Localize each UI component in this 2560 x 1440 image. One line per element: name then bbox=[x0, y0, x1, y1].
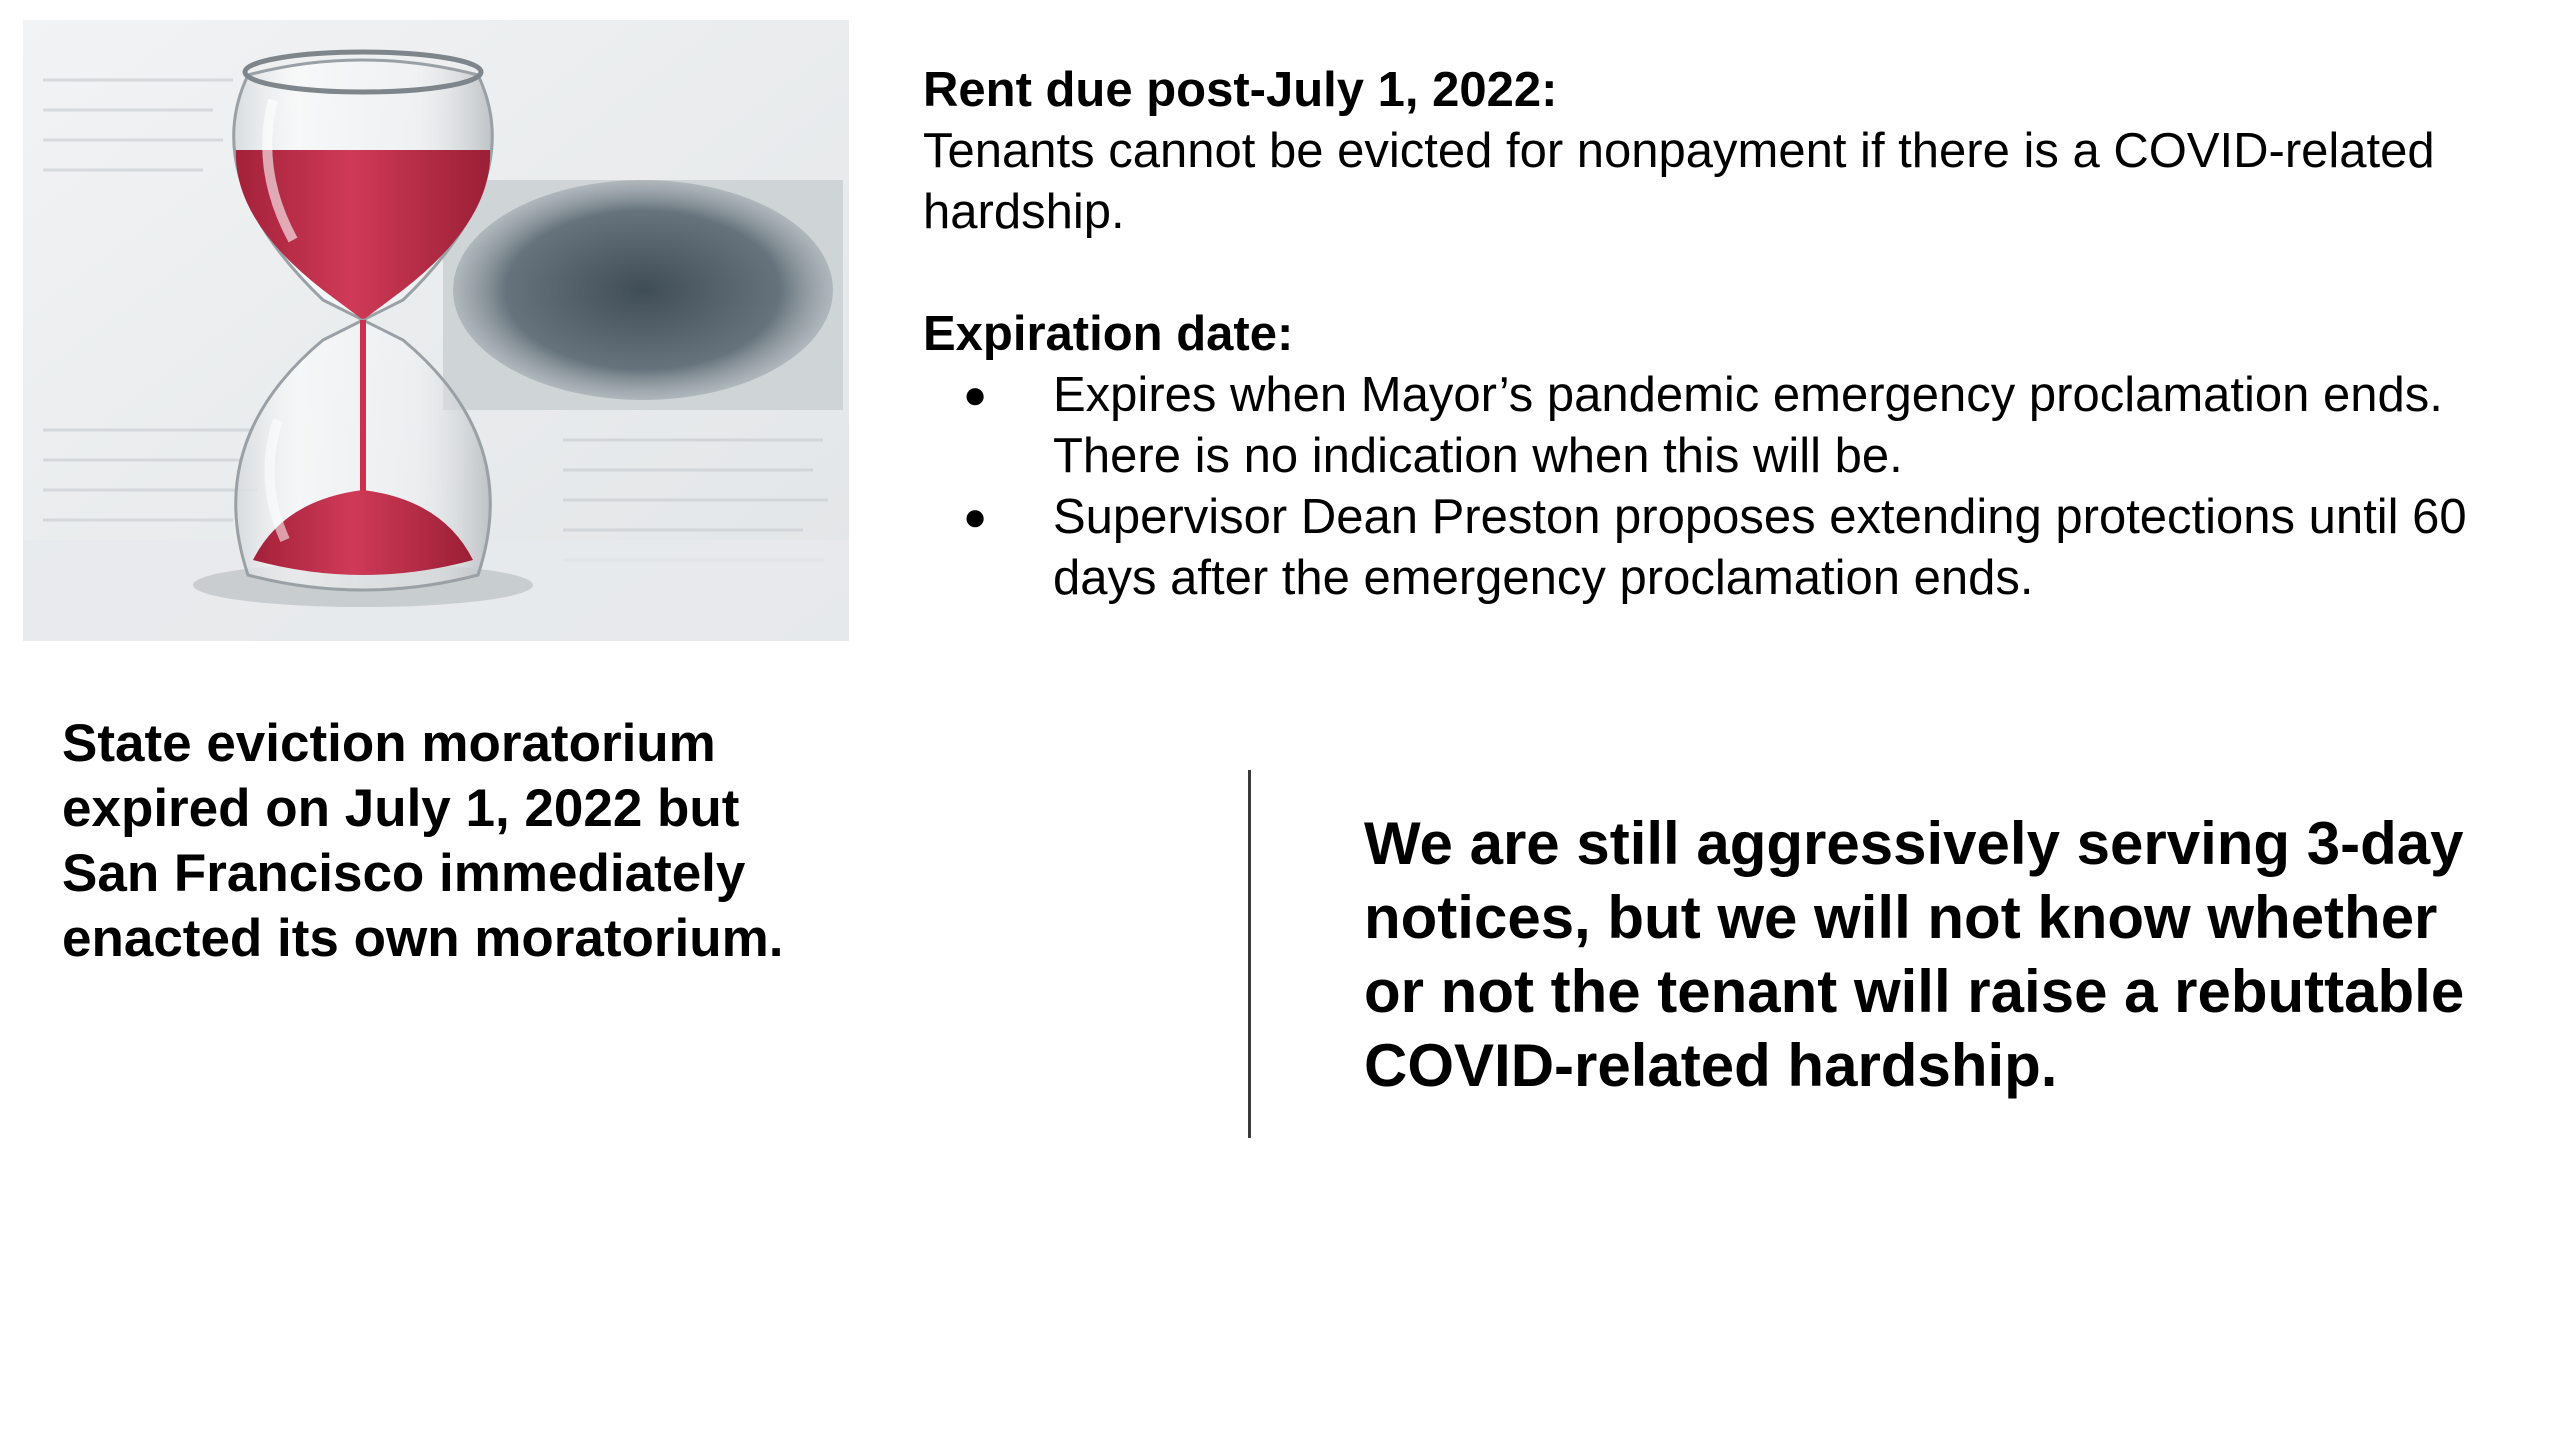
list-item bbox=[923, 365, 2523, 487]
bullet-icon: ● bbox=[963, 495, 988, 539]
serving-notices-note: We are still aggressively serving 3-day notices, but we will not know whether or not the tenant will raise a rebuttable COVID-related hardship. bbox=[1364, 810, 2465, 1099]
list-item-text: Expires when Mayor’s pandemic emergency proclamation ends. There is no indication when this will be. bbox=[1053, 368, 2443, 483]
expiration-heading: Expiration date: bbox=[923, 307, 1294, 361]
expiration-list bbox=[923, 365, 2523, 609]
list-item-text: Supervisor Dean Preston proposes extending protections until 60 days after the emergency proclamation ends. bbox=[1053, 490, 2467, 605]
spacer bbox=[923, 243, 2523, 304]
vertical-divider bbox=[1248, 770, 1251, 1138]
hourglass-photo bbox=[23, 20, 849, 641]
rent-due-heading: Rent due post-July 1, 2022: bbox=[923, 63, 1558, 117]
bullet-icon: ● bbox=[963, 373, 988, 417]
list-item bbox=[923, 487, 2523, 609]
hourglass-icon bbox=[23, 20, 849, 641]
rent-due-text: Tenants cannot be evicted for nonpayment if there is a COVID-related hardship. bbox=[923, 124, 2435, 239]
rent-info-block bbox=[923, 60, 2523, 609]
state-moratorium-note: State eviction moratorium expired on July 1, 2022 but San Francisco immediately enacted its own moratorium. bbox=[62, 714, 784, 968]
